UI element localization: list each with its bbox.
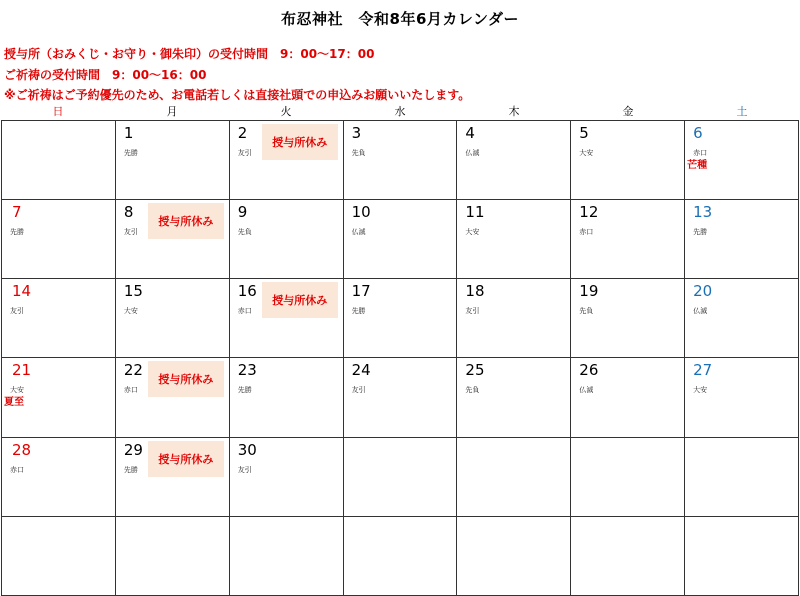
rokuyo-label: 友引 [465, 307, 480, 316]
calendar-day-cell [230, 358, 344, 437]
rokuyo-label: 友引 [237, 149, 252, 157]
rokuyo-label: 友引 [10, 307, 24, 316]
calendar-day-cell [230, 438, 344, 517]
calendar-day-cell [457, 279, 571, 358]
day-number: 14 [12, 282, 32, 301]
calendar-day-cell [344, 438, 458, 517]
calendar-day-cell [571, 438, 685, 517]
calendar-grid [1, 120, 799, 596]
day-number: 8 [123, 203, 134, 222]
day-number: 12 [579, 203, 599, 222]
rokuyo-label: 先勝 [693, 228, 708, 237]
page-title: 布忍神社 令和8年6月カレンダー [281, 10, 519, 28]
calendar-day-cell [344, 517, 458, 596]
calendar-day-cell [685, 279, 799, 358]
day-number: 25 [465, 361, 485, 380]
calendar-day-cell [457, 517, 571, 596]
weekday-header [1, 104, 799, 120]
calendar-day-cell [571, 358, 685, 437]
notice-reservation: ※ご祈祷はご予約優先のため、お電話若しくは直接社頭での申込みお願いいたします。 [4, 88, 471, 102]
rokuyo-label: 赤口 [579, 228, 594, 237]
day-number: 29 [123, 440, 143, 459]
calendar-day-cell [2, 438, 116, 517]
calendar-day-cell [344, 358, 458, 437]
rokuyo-label: 先勝 [10, 228, 24, 237]
calendar-day-cell [116, 121, 230, 200]
rokuyo-label: 大安 [465, 228, 480, 237]
weekday-thu: 木 [508, 105, 520, 118]
calendar-day-cell [2, 200, 116, 279]
day-number: 10 [351, 203, 371, 222]
calendar-day-cell [2, 358, 116, 437]
calendar-day-cell [685, 438, 799, 517]
rokuyo-label: 先勝 [123, 465, 138, 474]
rokuyo-label: 先勝 [237, 386, 252, 395]
shop-closed-badge: 授与所休み [262, 124, 338, 160]
calendar-day-cell [457, 358, 571, 437]
rokuyo-label: 先負 [237, 228, 252, 237]
day-number: 4 [465, 124, 475, 142]
calendar-day-cell [344, 200, 458, 279]
calendar-day-cell [571, 517, 685, 596]
calendar-day-cell [230, 200, 344, 279]
day-number: 28 [12, 440, 32, 459]
rokuyo-label: 赤口 [123, 386, 138, 395]
day-number: 6 [693, 124, 703, 142]
day-number: 9 [237, 203, 248, 222]
day-number: 27 [693, 361, 713, 380]
rokuyo-label: 先勝 [123, 149, 138, 157]
day-number: 11 [465, 203, 485, 222]
calendar-day-cell [571, 121, 685, 200]
day-number: 16 [237, 282, 257, 301]
calendar-day-cell [2, 121, 116, 200]
notice-prayer-hours: ご祈祷の受付時間 9：00～16：00 [4, 68, 207, 82]
weekday-sun: 日 [52, 105, 64, 118]
rokuyo-label: 大安 [10, 386, 24, 395]
rokuyo-label: 赤口 [693, 149, 708, 157]
day-number: 3 [351, 124, 362, 142]
day-number: 24 [351, 361, 371, 380]
day-number: 18 [465, 282, 485, 301]
seasonal-term-label: 芒種 [687, 160, 708, 171]
day-number: 19 [579, 282, 599, 301]
calendar-day-cell [116, 438, 230, 517]
rokuyo-label: 先負 [579, 307, 594, 316]
weekday-fri: 金 [622, 105, 634, 118]
calendar-day-cell [457, 200, 571, 279]
day-number: 7 [12, 203, 22, 222]
calendar-day-cell [2, 279, 116, 358]
calendar-day-cell [685, 121, 799, 200]
rokuyo-label: 友引 [351, 386, 366, 395]
shop-closed-badge: 授与所休み [148, 441, 224, 477]
day-number: 2 [237, 124, 248, 142]
rokuyo-label: 赤口 [10, 465, 24, 474]
day-number: 30 [237, 440, 257, 459]
day-number: 5 [579, 124, 589, 142]
day-number: 23 [237, 361, 257, 380]
rokuyo-label: 先負 [351, 149, 366, 157]
calendar-day-cell [457, 438, 571, 517]
calendar-day-cell [116, 200, 230, 279]
day-number: 21 [12, 361, 32, 380]
rokuyo-label: 赤口 [237, 307, 252, 316]
rokuyo-label: 友引 [123, 228, 138, 237]
rokuyo-label: 先負 [465, 386, 480, 395]
weekday-wed: 水 [394, 105, 406, 118]
day-number: 20 [693, 282, 713, 301]
rokuyo-label: 仏滅 [693, 307, 708, 316]
calendar-day-cell [116, 358, 230, 437]
weekday-mon: 月 [166, 105, 178, 118]
day-number: 26 [579, 361, 599, 380]
calendar-day-cell [685, 200, 799, 279]
calendar-day-cell [230, 121, 344, 200]
day-number: 17 [351, 282, 371, 301]
calendar-day-cell [344, 121, 458, 200]
day-number: 13 [693, 203, 713, 222]
calendar-day-cell [2, 517, 116, 596]
rokuyo-label: 大安 [693, 386, 708, 395]
weekday-sat: 土 [736, 105, 748, 118]
calendar-day-cell [685, 517, 799, 596]
day-number: 1 [123, 124, 134, 142]
rokuyo-label: 先勝 [351, 307, 366, 316]
rokuyo-label: 大安 [579, 149, 594, 157]
calendar-day-cell [344, 279, 458, 358]
calendar-day-cell [571, 200, 685, 279]
seasonal-term-label: 夏至 [4, 397, 24, 409]
rokuyo-label: 仏滅 [351, 228, 366, 237]
calendar-day-cell [116, 279, 230, 358]
shop-closed-badge: 授与所休み [262, 282, 338, 318]
calendar-day-cell [457, 121, 571, 200]
rokuyo-label: 仏滅 [465, 149, 480, 157]
day-number: 22 [123, 361, 143, 380]
calendar-day-cell [230, 517, 344, 596]
shop-closed-badge: 授与所休み [148, 203, 224, 239]
calendar-day-cell [230, 279, 344, 358]
notice-shop-hours: 授与所（おみくじ・お守り・御朱印）の受付時間 9：00～17：00 [4, 47, 375, 61]
rokuyo-label: 友引 [237, 465, 252, 474]
rokuyo-label: 仏滅 [579, 386, 594, 395]
day-number: 15 [123, 282, 143, 301]
calendar-day-cell [116, 517, 230, 596]
shop-closed-badge: 授与所休み [148, 361, 224, 397]
rokuyo-label: 大安 [123, 307, 138, 316]
weekday-tue: 火 [280, 105, 292, 118]
calendar-day-cell [685, 358, 799, 437]
calendar-day-cell [571, 279, 685, 358]
